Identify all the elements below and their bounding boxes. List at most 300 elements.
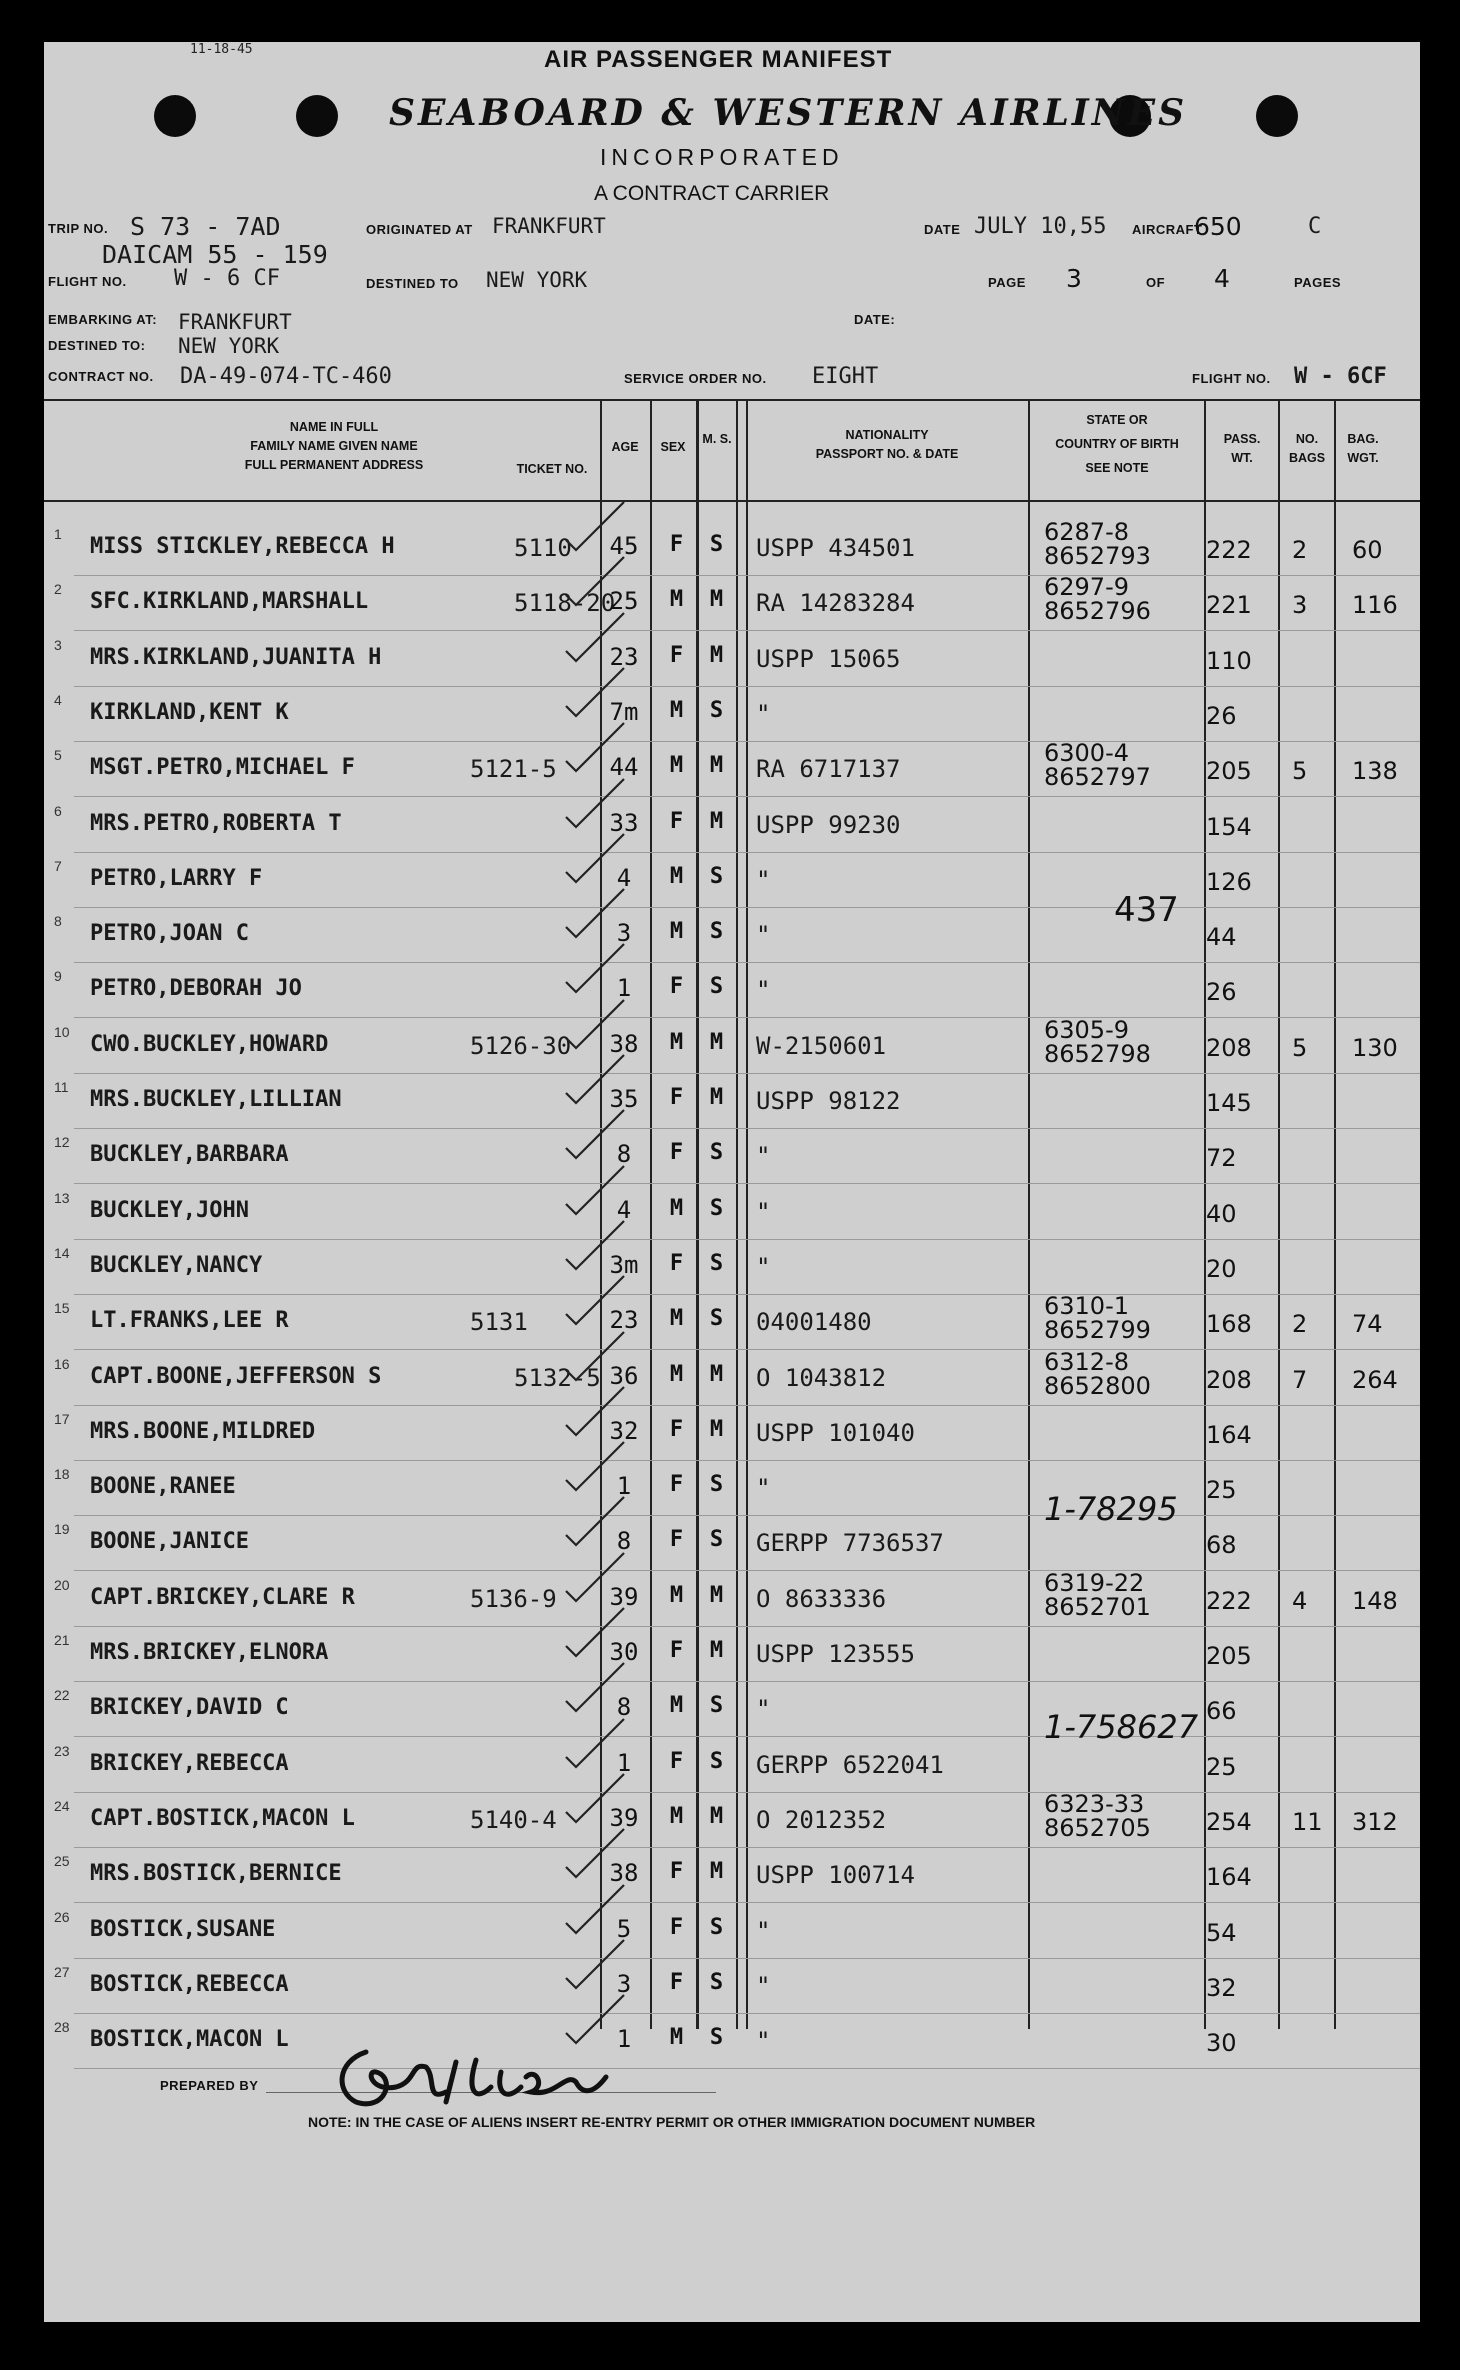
marital-status: S [709,1693,724,1719]
passenger-weight: 25 [1206,1752,1237,1781]
sex: M [669,1582,684,1608]
age: 45 [609,532,639,560]
aircraft-label: AIRCRAFT [1132,222,1203,237]
table-row [44,1462,1420,1517]
passenger-weight: 32 [1206,1973,1237,2002]
flight-label: FLIGHT NO. [48,274,127,289]
row-number: 12 [54,1134,70,1151]
passenger-name: MRS.PETRO,ROBERTA T [90,810,342,836]
table-row [44,739,1420,798]
state-line1: 6297-9 [1044,573,1130,602]
passport: O 2012352 [756,1805,887,1834]
row-divider [74,1736,1420,1737]
passenger-name: CAPT.BOONE,JEFFERSON S [90,1363,382,1389]
annotation-437: 437 [1114,890,1179,930]
table-row [44,1849,1420,1904]
state-line2: 8652799 [1044,1316,1151,1345]
row-divider [74,1460,1420,1461]
row-divider [74,1183,1420,1184]
passport: USPP 99230 [756,810,901,839]
row-number: 26 [54,1908,70,1925]
passenger-name: BOSTICK,REBECCA [90,1971,289,1997]
check-mark-icon [560,883,630,943]
table-row [44,1186,1420,1241]
row-number: 8 [54,913,62,930]
table-row [44,1015,1420,1075]
passport: RA 14283284 [756,589,915,618]
table-row [44,854,1420,909]
trip-value: S 73 - 7AD [130,212,281,241]
passenger-weight: 208 [1206,1033,1252,1062]
col-header-bags: NO. BAGS [1288,432,1326,465]
check-mark-icon [560,994,630,1054]
date2-label: DATE: [854,312,896,327]
table-row [44,633,1420,688]
row-number: 22 [54,1687,70,1704]
passenger-weight: 221 [1206,591,1252,620]
sex: M [669,1195,684,1221]
row-number: 19 [54,1521,70,1538]
passenger-name: MISS STICKLEY,REBECCA H [90,534,395,559]
age: 39 [609,1582,639,1611]
col-header-name [144,418,524,475]
marital-status: M [709,587,724,613]
age: 39 [609,1803,639,1832]
passport: " [756,1252,771,1281]
age: 8 [616,1527,632,1556]
row-divider [74,1958,1420,1959]
passenger-name: CWO.BUCKLEY,HOWARD [90,1031,329,1057]
marital-status: M [709,1638,724,1663]
passenger-weight: 66 [1206,1697,1237,1726]
of-value: 4 [1214,264,1230,293]
passenger-weight: 145 [1206,1089,1252,1117]
age: 1 [616,1472,632,1501]
row-divider [74,1128,1420,1129]
passenger-weight: 205 [1206,1642,1252,1670]
destined2-value: NEW YORK [178,334,280,358]
state-line2: 8652705 [1044,1813,1151,1842]
page-value: 3 [1066,264,1082,293]
check-mark-icon [560,1602,630,1662]
passenger-name: PETRO,DEBORAH JO [90,976,302,1002]
check-mark-icon [560,1879,630,1939]
col-header-name-line1: NAME IN FULL [289,420,379,434]
marital-status: S [709,1250,724,1276]
check-mark-icon [560,1049,630,1109]
age: 25 [609,587,639,616]
passport: " [756,865,771,894]
sex: F [669,1472,684,1498]
check-mark-icon [560,1326,630,1386]
bag-weight: 264 [1352,1365,1398,1394]
passport: O 8633336 [756,1584,887,1613]
row-number: 20 [54,1576,70,1593]
sex: F [669,1527,684,1553]
marital-status: S [709,1195,724,1221]
sex: F [669,1969,684,1995]
passenger-name: PETRO,LARRY F [90,865,263,891]
row-number: 2 [54,581,62,598]
incorporated-text: INCORPORATED [600,144,844,170]
table-row [44,1241,1420,1296]
col-header-name-line2: FAMILY NAME GIVEN NAME [250,439,418,453]
row-divider [74,1405,1420,1406]
marital-status: S [709,1914,724,1940]
sex: M [669,697,684,723]
check-mark-icon [560,1381,630,1441]
sex: M [669,1803,684,1829]
passenger-name: CAPT.BRICKEY,CLARE R [90,1584,355,1610]
flight2-label: FLIGHT NO. [1192,371,1271,386]
passport: " [756,2027,771,2056]
passenger-weight: 110 [1206,646,1252,675]
check-mark-icon [560,938,630,998]
table-row [44,573,1420,632]
check-mark-icon [560,828,630,888]
check-mark-icon [560,1104,630,1164]
table-row [44,964,1420,1019]
row-divider [74,1626,1420,1627]
ticket-number: 5118-20 [514,589,616,618]
flight2-value: W - 6CF [1294,364,1387,389]
row-number: 28 [54,2019,70,2036]
col-header-state [1030,408,1204,480]
row-number: 10 [54,1023,70,1040]
check-mark-icon [560,717,630,777]
ticket-number: 5136-9 [470,1584,557,1613]
marital-status: S [709,1472,724,1498]
row-divider [74,1792,1420,1793]
signature-svg [326,2032,726,2122]
row-divider [74,796,1420,797]
check-mark-icon [560,1934,630,1994]
passport: " [756,921,771,950]
sex: F [669,1140,684,1166]
col-header-ticket: TICKET NO. [516,462,588,476]
passenger-weight: 26 [1206,701,1237,730]
sex: F [669,1416,684,1442]
row-divider [74,1570,1420,1571]
passenger-weight: 222 [1206,536,1252,564]
row-number: 14 [54,1244,70,1261]
check-mark-icon [560,1657,630,1717]
age: 8 [616,1693,632,1722]
passenger-name: BUCKLEY,NANCY [90,1252,263,1278]
row-divider [74,1017,1420,1018]
row-number: 25 [54,1853,70,1870]
passenger-weight: 164 [1206,1420,1252,1449]
passenger-name: BRICKEY,DAVID C [90,1695,289,1721]
of-label: OF [1146,275,1166,290]
bag-weight: 138 [1352,757,1398,786]
age: 8 [616,1140,632,1169]
state-line1: 6323-33 [1044,1789,1145,1818]
date-label: DATE [924,222,961,237]
marital-status: S [709,1140,724,1166]
age: 3 [616,919,632,948]
aircraft-suffix: C [1308,214,1322,239]
trip-label: TRIP NO. [48,221,109,236]
col-header-name-line3: FULL PERMANENT ADDRESS [244,458,424,472]
sex: M [669,863,684,889]
row-number: 3 [54,636,62,653]
bag-weight: 312 [1352,1807,1398,1836]
sex: F [669,642,684,668]
row-divider [74,630,1420,631]
table-row [44,1739,1420,1794]
age: 7m [609,697,639,726]
ticket-number: 5126-30 [470,1031,572,1060]
row-number: 9 [54,968,62,985]
state-line2: 8652798 [1044,1039,1151,1068]
passenger-weight: 205 [1206,757,1252,786]
age: 30 [609,1638,639,1666]
row-number: 13 [54,1189,70,1206]
table-row [44,1789,1420,1849]
state-line2: 8652796 [1044,597,1151,626]
check-mark-icon [560,496,630,556]
row-divider [74,852,1420,853]
marital-status: S [709,532,724,557]
embarking-label: EMBARKING AT: [48,312,158,327]
state-line1: 6312-8 [1044,1347,1130,1376]
passport: " [756,1197,771,1226]
row-divider [74,1681,1420,1682]
marital-status: M [709,642,724,668]
bag-weight: 130 [1352,1033,1398,1062]
bag-count: 2 [1292,1310,1308,1339]
pages-label: PAGES [1294,275,1342,290]
sex: M [669,919,684,945]
state-line2: 8652797 [1044,763,1151,792]
marital-status: M [709,1361,724,1387]
sex: F [669,1085,684,1110]
state-line1: 6310-1 [1044,1292,1130,1321]
age: 4 [616,863,632,892]
age: 38 [609,1029,639,1058]
passenger-name: LT.FRANKS,LEE R [90,1308,289,1334]
marital-status: M [709,1859,724,1885]
marital-status: S [709,1969,724,1995]
passenger-weight: 20 [1206,1254,1237,1283]
ticket-number: 5140-4 [470,1805,557,1834]
col-header-ms: M. S. [702,432,732,446]
age: 32 [609,1416,639,1445]
sex: M [669,1693,684,1719]
check-mark-icon [560,1436,630,1496]
bag-count: 3 [1292,591,1308,620]
passenger-name: BUCKLEY,JOHN [90,1197,249,1223]
passenger-weight: 126 [1206,867,1252,896]
prepared-label: PREPARED BY [160,2078,259,2093]
date-value: JULY 10,55 [974,214,1107,239]
passport: RA 6717137 [756,755,901,784]
marital-status: S [709,1527,724,1553]
sex: F [669,1859,684,1885]
sex: F [669,1748,684,1774]
table-row [44,1517,1420,1572]
row-number: 6 [54,802,62,819]
age: 36 [609,1361,639,1390]
passport: " [756,976,771,1005]
passport: USPP 434501 [756,534,915,562]
age: 4 [616,1195,632,1224]
check-mark-icon [560,551,630,611]
table-row [44,909,1420,964]
state-line2: 8652701 [1044,1592,1151,1621]
passenger-weight: 72 [1206,1144,1237,1173]
marital-status: M [709,1803,724,1829]
bag-count: 7 [1292,1365,1308,1394]
marital-status: M [709,1085,724,1110]
check-mark-icon [560,607,630,667]
passenger-weight: 25 [1206,1476,1237,1505]
row-divider [74,1515,1420,1516]
check-mark-icon [560,773,630,833]
aircraft-value: 650 [1194,212,1242,241]
row-divider [74,1073,1420,1074]
manifest-page [44,42,1420,2322]
daicam-value: DAICAM 55 - 159 [102,240,328,269]
row-number: 1 [54,526,62,542]
sex: M [669,587,684,613]
passport: GERPP 7736537 [756,1529,944,1558]
row-number: 21 [54,1632,70,1648]
marital-status: M [709,1416,724,1442]
age: 5 [616,1914,632,1943]
passport: O 1043812 [756,1363,887,1392]
bag-weight: 74 [1352,1310,1383,1339]
punch-hole-left-1 [154,95,196,137]
row-divider [74,686,1420,687]
passenger-name: BOSTICK,MACON L [90,2027,289,2053]
bag-weight: 116 [1352,591,1398,620]
table-row [44,1683,1420,1738]
col-header-nat-line1: NATIONALITY [845,428,929,442]
marital-status: S [709,2025,724,2051]
passenger-name: MRS.BOSTICK,BERNICE [90,1861,342,1887]
passenger-weight: 164 [1206,1863,1252,1892]
row-number: 11 [54,1079,69,1095]
passport: USPP 123555 [756,1640,915,1668]
check-mark-icon [560,1160,630,1220]
check-mark-icon [560,1823,630,1883]
table-row [44,1407,1420,1462]
table-row [44,688,1420,743]
row-divider [74,575,1420,576]
age: 33 [609,808,639,837]
sex: F [669,532,684,557]
passenger-weight: 54 [1206,1918,1237,1947]
ticket-number: 5110 [514,534,572,562]
airline-name: SEABOARD & WESTERN AIRLINES [389,92,1188,134]
marital-status: M [709,753,724,779]
col-header-state-line3: SEE NOTE [1085,461,1149,475]
passenger-weight: 154 [1206,812,1252,841]
table-row [44,1905,1420,1960]
table-row [44,1075,1420,1130]
passenger-weight: 30 [1206,2029,1237,2058]
age: 35 [609,1085,639,1113]
originated-value: FRANKFURT [492,214,606,238]
marital-status: S [709,1748,724,1774]
passport: " [756,1474,771,1503]
row-divider [74,962,1420,963]
passenger-weight: 222 [1206,1586,1252,1615]
destined-label: DESTINED TO [366,276,459,291]
marital-status: S [709,1306,724,1332]
manifest-title: AIR PASSENGER MANIFEST [544,46,893,73]
sex: F [669,1250,684,1276]
contract-value: DA-49-074-TC-460 [180,364,392,389]
marital-status: S [709,863,724,889]
table-row [44,1130,1420,1185]
passport: " [756,1695,771,1724]
state-line1: 6305-9 [1044,1015,1130,1044]
bag-count: 11 [1292,1807,1323,1836]
passenger-weight: 44 [1206,923,1237,952]
sex: M [669,753,684,779]
bag-count: 2 [1292,536,1308,564]
row-number: 23 [54,1742,70,1759]
table-row [44,2015,1420,2070]
sex: M [669,1361,684,1387]
destined-value: NEW YORK [486,268,588,292]
check-mark-icon [560,1270,630,1330]
passport: " [756,1971,771,2000]
passport: USPP 100714 [756,1861,915,1890]
corner-date: 11-18-45 [190,42,253,57]
sex: M [669,1306,684,1332]
passenger-name: MRS.BUCKLEY,LILLIAN [90,1087,342,1112]
row-number: 18 [54,1466,70,1483]
col-header-nat-line2: PASSPORT NO. & DATE [815,447,959,461]
passenger-name: BOONE,RANEE [90,1474,236,1500]
age: 38 [609,1859,639,1888]
row-divider [74,1239,1420,1240]
row-divider [74,741,1420,742]
marital-status: S [709,697,724,723]
punch-hole-right-2 [1256,95,1298,137]
check-mark-icon [560,1215,630,1275]
row-number: 17 [54,1410,70,1427]
col-header-age: AGE [611,440,639,454]
state-line1: 6287-8 [1044,518,1130,546]
passenger-rows [44,518,1420,2072]
passenger-weight: 40 [1206,1199,1237,1228]
table-row [44,1568,1420,1628]
flight-value: W - 6 CF [174,266,280,291]
contract-carrier-text: A CONTRACT CARRIER [594,182,830,205]
passport: USPP 15065 [756,644,901,673]
table-row [44,518,1420,577]
sex: M [669,1029,684,1055]
row-number: 16 [54,1355,70,1372]
footer-note: NOTE: IN THE CASE OF ALIENS INSERT RE-ENTRY PERMIT OR OTHER IMMIGRATION DOCUMENT NUMBER [308,2114,1036,2130]
state-line1: 6319-22 [1044,1568,1145,1597]
passenger-name: BOONE,JANICE [90,1529,249,1555]
state-line1: 6300-4 [1044,739,1130,768]
passport: " [756,1916,771,1945]
ticket-number: 5121-5 [470,755,557,784]
passenger-name: BOSTICK,SUSANE [90,1916,276,1942]
marital-status: M [709,1582,724,1608]
sex: F [669,808,684,834]
bag-count: 5 [1292,1033,1308,1062]
passenger-name: MRS.BRICKEY,ELNORA [90,1640,329,1665]
marital-status: S [709,974,724,1000]
